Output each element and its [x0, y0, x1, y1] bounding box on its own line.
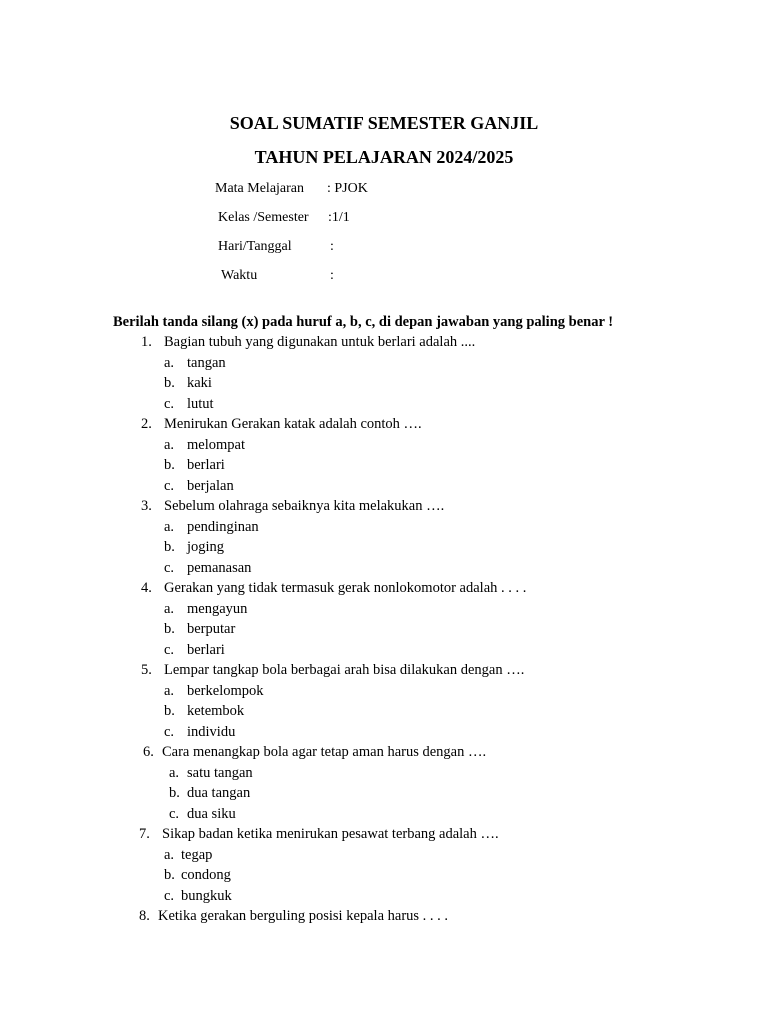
instruction-text: Berilah tanda silang (x) pada huruf a, b, c, di depan jawaban yang paling benar ! — [113, 314, 614, 330]
meta-label-time: Waktu — [221, 268, 258, 283]
option-letter: a. — [164, 600, 175, 617]
question-number: 8. — [139, 908, 150, 924]
option-text: berkelompok — [187, 682, 264, 699]
question-text: Sikap badan ketika menirukan pesawat terbang adalah …. — [162, 826, 499, 842]
option-text: tangan — [187, 354, 226, 371]
option-letter: a. — [164, 354, 175, 371]
meta-label-subject: Mata Melajaran — [215, 181, 305, 196]
option-letter: b. — [169, 785, 180, 801]
option-letter: a. — [164, 682, 175, 699]
option-letter: b. — [164, 375, 175, 391]
option-letter: a. — [164, 518, 175, 535]
option-text: melompat — [187, 436, 245, 453]
option-letter: a. — [169, 764, 180, 781]
option-text: tegap — [181, 846, 213, 863]
option-text: condong — [181, 867, 231, 883]
option-letter: c. — [164, 559, 175, 576]
meta-label-class: Kelas /Semester — [218, 210, 309, 225]
academic-year-title: TAHUN PELAJARAN 2024/2025 — [254, 147, 514, 167]
option-letter: b. — [164, 457, 175, 473]
question-text: Ketika gerakan berguling posisi kepala harus . . . . — [158, 908, 449, 924]
meta-label-date: Hari/Tanggal — [218, 239, 292, 254]
option-text: berputar — [187, 621, 236, 637]
option-text: mengayun — [187, 600, 248, 617]
option-letter: c. — [164, 723, 175, 740]
option-text: individu — [187, 723, 236, 740]
question-text: Bagian tubuh yang digunakan untuk berlari adalah .... — [164, 334, 476, 350]
option-letter: c. — [164, 641, 175, 658]
option-text: kaki — [187, 375, 212, 391]
option-letter: c. — [164, 477, 175, 494]
option-text: bungkuk — [181, 887, 232, 904]
option-text: pemanasan — [187, 559, 252, 576]
question-number: 2. — [141, 416, 152, 432]
option-letter: b. — [164, 703, 175, 719]
meta-value-date: : — [330, 239, 334, 254]
option-text: satu tangan — [187, 764, 253, 781]
question-number: 3. — [141, 498, 152, 514]
option-text: berjalan — [187, 477, 234, 494]
option-text: berlari — [187, 457, 225, 473]
option-text: lutut — [187, 395, 214, 412]
question-text: Lempar tangkap bola berbagai arah bisa dilakukan dengan …. — [164, 662, 525, 678]
meta-value-class: :1/1 — [328, 210, 350, 225]
question-text: Cara menangkap bola agar tetap aman harus dengan …. — [162, 744, 487, 760]
option-text: pendinginan — [187, 518, 259, 535]
option-letter: a. — [164, 436, 175, 453]
option-text: ketembok — [187, 703, 245, 719]
meta-value-subject: : PJOK — [327, 181, 368, 196]
option-letter: c. — [169, 805, 180, 822]
option-letter: b. — [164, 867, 175, 883]
question-text: Gerakan yang tidak termasuk gerak nonlokomotor adalah . . . . — [164, 580, 527, 596]
question-number: 6. — [143, 744, 154, 760]
document-title: SOAL SUMATIF SEMESTER GANJIL — [229, 113, 539, 133]
question-number: 5. — [141, 662, 152, 678]
option-text: dua tangan — [187, 785, 251, 801]
option-letter: c. — [164, 887, 175, 904]
question-number: 4. — [141, 580, 152, 596]
option-text: dua siku — [187, 805, 236, 822]
option-letter: c. — [164, 395, 175, 412]
question-text: Menirukan Gerakan katak adalah contoh …. — [164, 416, 422, 432]
question-number: 7. — [139, 826, 150, 842]
option-letter: b. — [164, 621, 175, 637]
option-letter: a. — [164, 846, 175, 863]
question-number: 1. — [141, 334, 152, 350]
meta-value-time: : — [330, 268, 334, 283]
option-text: joging — [187, 539, 225, 555]
option-text: berlari — [187, 641, 225, 658]
question-text: Sebelum olahraga sebaiknya kita melakukan …. — [164, 498, 445, 514]
option-letter: b. — [164, 539, 175, 555]
